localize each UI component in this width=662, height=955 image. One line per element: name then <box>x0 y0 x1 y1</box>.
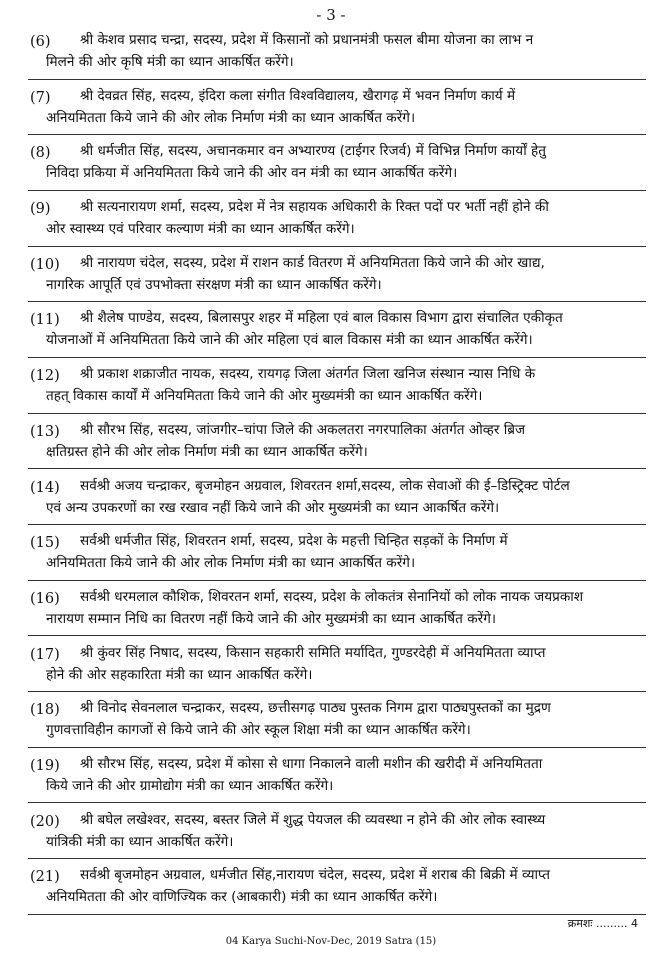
item-text-line-1: श्री सत्यनारायण शर्मा, सदस्य, प्रदेश में नेत्र सहायक अधिकारी के रिक्त पदों पर भर्ती नहीं होने की <box>80 199 549 216</box>
item-divider <box>28 357 646 358</box>
item-divider <box>28 468 646 469</box>
page-number: - 3 - <box>316 6 346 24</box>
agenda-item <box>0 698 662 740</box>
item-text-line-2: ओर स्वास्थ्य एवं परिवार कल्याण मंत्री का ध्यान आकर्षित करेंगे। <box>46 221 355 238</box>
item-number: (14) <box>30 479 60 496</box>
item-text-line-1: श्री शैलेष पाण्डेय, सदस्य, बिलासपुर शहर में महिला एवं बाल विकास विभाग द्वारा संचालित एकीकृत <box>80 310 563 327</box>
item-text-line-2: किये जाने की ओर ग्रामोद्योग मंत्री का ध्यान आकर्षित करेंगे। <box>46 777 334 794</box>
item-text-line-2: गुणवत्ताविहीन कागजों से किये जाने की ओर स्कूल शिक्षा मंत्री का ध्यान आकर्षित करेंगे। <box>46 722 471 739</box>
item-divider <box>28 301 646 302</box>
page-footer: 04 Karya Suchi-Nov-Dec, 2019 Satra (15) <box>225 936 437 947</box>
item-text-line-2: होने की ओर सहकारिता मंत्री का ध्यान आकर्षित करेंगे। <box>46 666 313 683</box>
agenda-item <box>0 810 662 852</box>
item-divider <box>28 635 646 636</box>
item-text-line-2: अनियमितता किये जाने की ओर लोक निर्माण मंत्री का ध्यान आकर्षित करेंगे। <box>46 109 416 126</box>
item-text-line-2: तहत् विकास कार्यों में अनियमितता किये जाने की ओर मुख्यमंत्री का ध्यान आकर्षित करेंगे। <box>46 388 483 405</box>
item-text-line-1: सर्वश्री बृजमोहन अग्रवाल, धर्मजीत सिंह,नारायण चंदेल, सदस्य, प्रदेश में शराब की बिक्री में व्याप्त <box>80 867 550 884</box>
agenda-list <box>0 30 662 921</box>
item-text-line-1: श्री केशव प्रसाद चन्द्रा, सदस्य, प्रदेश में किसानों को प्रधानमंत्री फसल बीमा योजना का लाभ न <box>80 32 534 48</box>
agenda-item <box>0 420 662 462</box>
item-text-line-1: श्री प्रकाश शक्राजीत नायक, सदस्य, रायगढ़ जिला अंतर्गत जिला खनिज संस्थान न्यास निधि के <box>80 366 536 383</box>
item-number: (20) <box>30 813 60 830</box>
agenda-item <box>0 754 662 796</box>
item-text-line-2: नागरिक आपूर्ति एवं उपभोक्ता संरक्षण मंत्री का ध्यान आकर्षित करेंगे। <box>46 276 382 293</box>
item-text-line-2: योजनाओं में अनियमितता किये जाने की ओर महिला एवं बाल विकास मंत्री का ध्यान आकर्षित करेंगे। <box>46 332 533 349</box>
item-text-line-1: सर्वश्री धर्मजीत सिंह, शिवरतन शर्मा, सदस्य, प्रदेश के महत्ती चिन्हित सड़कों के निर्माण में <box>80 533 508 550</box>
item-text-line-1: श्री कुंवर सिंह निषाद, सदस्य, किसान सहकारी समिति मर्यादित, गुण्डरदेही में अनियमितता व्याप्त <box>80 644 546 661</box>
item-divider <box>28 580 646 581</box>
item-number: (11) <box>30 312 60 329</box>
item-number: (21) <box>30 869 60 886</box>
item-text-line-1: श्री बघेल लखेश्वर, सदस्य, बस्तर जिले में शुद्ध पेयजल की व्यवस्था न होने की ओर लोक स्वास्थ्य <box>80 811 546 828</box>
item-text-line-2: क्षतिग्रस्त होने की ओर लोक निर्माण मंत्री का ध्यान आकर्षित करेंगे। <box>46 443 368 460</box>
item-number: (15) <box>30 535 60 552</box>
agenda-item <box>0 197 662 239</box>
agenda-item <box>0 141 662 183</box>
agenda-item <box>0 253 662 295</box>
item-text-line-1: सर्वश्री धरमलाल कौशिक, शिवरतन शर्मा, सदस्य, प्रदेश के लोकतंत्र सेनानियों को लोक नायक जयप्रकाश <box>80 588 584 605</box>
item-text-line-1: श्री सौरभ सिंह, सदस्य, प्रदेश में कोसा से धागा निकालने वाली मशीन की खरीदी में अनियमितता <box>80 755 543 772</box>
item-divider <box>28 691 646 692</box>
item-divider <box>28 190 646 191</box>
item-divider <box>28 134 646 135</box>
agenda-item <box>0 30 662 72</box>
item-divider <box>28 858 646 859</box>
item-number: (13) <box>30 423 60 440</box>
item-text-line-1: श्री नारायण चंदेल, सदस्य, प्रदेश में राशन कार्ड वितरण में अनियमितता किये जाने की ओर खाद्य, <box>80 254 545 271</box>
continuation-note: क्रमशः ......... 4 <box>567 917 638 930</box>
item-divider <box>28 802 646 803</box>
item-divider <box>28 413 646 414</box>
item-divider <box>28 79 646 80</box>
item-text-line-1: श्री विनोद सेवनलाल चन्द्राकर, सदस्य, छत्तीसगढ़ पाठ्य पुस्तक निगम द्वारा पाठ्यपुस्तकों का मुद्रण <box>80 700 551 717</box>
item-number: (17) <box>30 646 60 663</box>
item-number: (10) <box>30 256 60 273</box>
item-divider <box>28 246 646 247</box>
item-divider <box>28 524 646 525</box>
item-text-line-1: सर्वश्री अजय चन्द्राकर, बृजमोहन अग्रवाल, शिवरतन शर्मा,सदस्य, लोक सेवाओं की ई–डिस्ट्रिक्ट पोर्टल <box>80 477 570 494</box>
agenda-item <box>0 531 662 573</box>
item-number: (7) <box>30 89 51 106</box>
item-number: (19) <box>30 757 60 774</box>
item-text-line-2: यांत्रिकी मंत्री का ध्यान आकर्षित करेंगे। <box>46 833 234 850</box>
item-number: (18) <box>30 702 60 719</box>
agenda-item <box>0 364 662 406</box>
item-number: (8) <box>30 145 51 162</box>
item-number: (12) <box>30 368 60 385</box>
item-divider <box>28 747 646 748</box>
item-text-line-2: एवं अन्य उपकरणों का रख रखाव नहीं किये जाने की ओर मुख्यमंत्री का ध्यान आकर्षित करेंगे। <box>46 499 500 516</box>
item-text-line-1: श्री देवव्रत सिंह, सदस्य, इंदिरा कला संगीत विश्वविद्यालय, खैरागढ़ में भवन निर्माण कार्य में <box>80 87 516 104</box>
item-text-line-2: अनियमितता किये जाने की ओर लोक निर्माण मंत्री का ध्यान आकर्षित करेंगे। <box>46 555 416 572</box>
item-text-line-2: निविदा प्रकिया में अनियमितता किये जाने की ओर वन मंत्री का ध्यान आकर्षित करेंगे। <box>46 165 458 182</box>
item-divider <box>28 914 646 915</box>
item-text-line-1: श्री धर्मजीत सिंह, सदस्य, अचानकमार वन अभ्यारण्य (टाईगर रिजर्व) में विभिन्न निर्माण कार्यों हेतु <box>80 143 546 160</box>
item-number: (16) <box>30 590 60 607</box>
item-number: (6) <box>30 34 51 50</box>
agenda-item <box>0 643 662 685</box>
agenda-item <box>0 308 662 350</box>
item-number: (9) <box>30 201 51 218</box>
agenda-item <box>0 86 662 128</box>
agenda-item <box>0 476 662 518</box>
item-text-line-1: श्री सौरभ सिंह, सदस्य, जांजगीर–चांपा जिले की अकलतरा नगरपालिका अंतर्गत ओव्हर ब्रिज <box>80 421 526 438</box>
item-text-line-2: मिलने की ओर कृषि मंत्री का ध्यान आकर्षित करेंगे। <box>46 54 294 70</box>
item-text-line-2: अनियमितता की ओर वाणिज्यिक कर (आबकारी) मंत्री का ध्यान आकर्षित करेंगे। <box>46 889 438 906</box>
agenda-item <box>0 865 662 907</box>
item-text-line-2: नारायण सम्मान निधि का वितरण नहीं किये जाने की ओर मुख्यमंत्री का ध्यान आकर्षित करेंगे। <box>46 610 497 627</box>
agenda-item <box>0 587 662 629</box>
